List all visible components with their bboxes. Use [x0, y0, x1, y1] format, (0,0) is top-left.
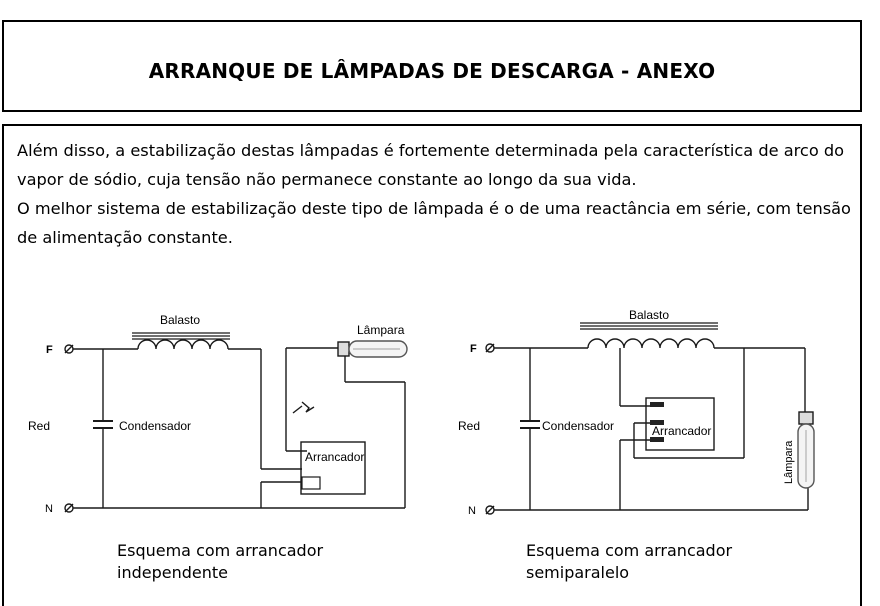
lamp-1-icon: [338, 341, 407, 357]
caption-diagram-2: [526, 540, 732, 584]
d2-neutral-label: N: [468, 505, 476, 517]
d1-network-label: Red: [28, 419, 51, 433]
d1-neutral-label: N: [45, 503, 53, 515]
caption-1-line-1: Esquema com arrancador: [117, 541, 324, 560]
d2-ballast-label: Balasto: [629, 308, 670, 322]
d2-network-label: Red: [458, 419, 481, 433]
caption-2-line-2: semiparalelo: [526, 563, 630, 582]
d1-phase-label: F: [46, 344, 53, 356]
d1-lamp-label: Lâmpara: [357, 323, 405, 337]
diagram-2-wires: [486, 323, 808, 514]
d2-lamp-label: Lâmpara: [783, 440, 795, 484]
lamp-2-icon: [798, 412, 814, 488]
d1-capacitor-label: Condensador: [119, 419, 192, 433]
caption-1-line-2: independente: [117, 563, 228, 582]
caption-diagram-1: [117, 540, 323, 584]
paragraph-1: Além disso, a estabilização destas lâmpadas é fortemente determinada pela característica de arco do vapor de sódio, cuja tensão não permanece constante ao longo da sua vida.: [17, 141, 845, 189]
diagram-1-wires: [65, 333, 405, 512]
d2-phase-label: F: [470, 343, 477, 355]
content-box: [2, 124, 862, 606]
d2-capacitor-label: Condensador: [542, 419, 615, 433]
paragraph-2: O melhor sistema de estabilização deste tipo de lâmpada é o de uma reactância em série, com tensão de alimentação constante.: [17, 199, 851, 247]
d1-ballast-label: Balasto: [160, 313, 201, 327]
circuit-diagrams: [4, 126, 860, 592]
title-box: [2, 20, 862, 112]
d2-starter-label: Arrancador: [652, 424, 712, 438]
d1-starter-label: Arrancador: [305, 450, 365, 464]
caption-2-line-1: Esquema com arrancador: [526, 541, 733, 560]
page-title: ARRANQUE DE LÂMPADAS DE DESCARGA - ANEXO: [148, 59, 716, 83]
